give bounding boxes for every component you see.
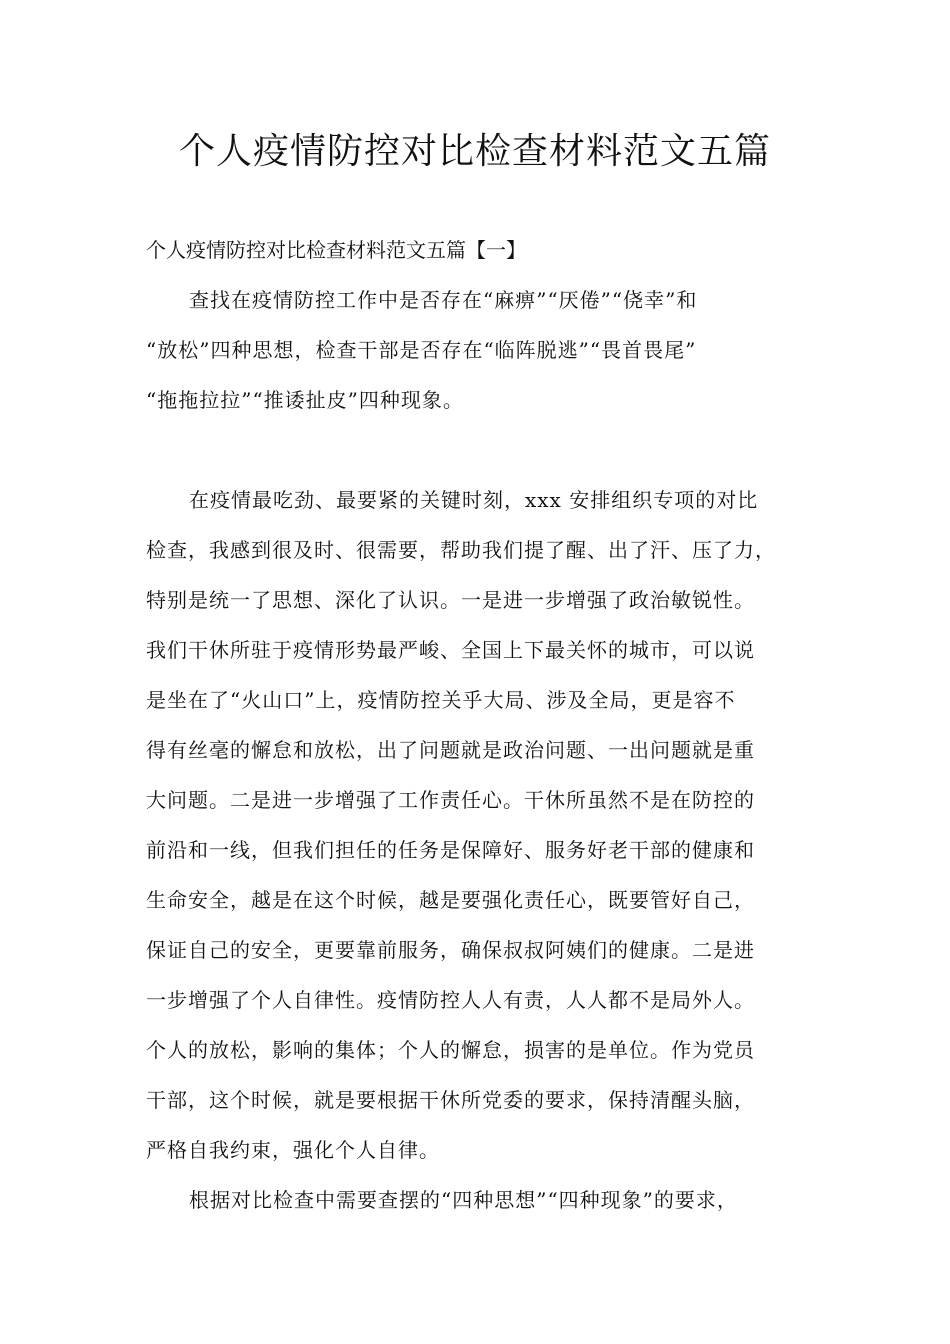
paragraph-3-line: 根据对比检查中需要查摆的“四种思想”“四种现象”的要求， <box>189 1188 738 1212</box>
paragraph-1-line: “放松”四种思想，检查干部是否存在“临阵脱逃”“畏首畏尾” <box>146 338 697 362</box>
paragraph-2-line: 一步增强了个人自律性。疫情防控人人有责，人人都不是局外人。 <box>146 988 755 1012</box>
paragraph-2-line: 生命安全，越是在这个时候，越是要强化责任心，既要管好自己， <box>146 888 755 912</box>
paragraph-2-line: 前沿和一线，但我们担任的任务是保障好、服务好老干部的健康和 <box>146 838 755 862</box>
paragraph-1-line: 查找在疫情防控工作中是否存在“麻痹”“厌倦”“侥幸”和 <box>189 288 698 312</box>
paragraph-2-line: 我们干休所驻于疫情形势最严峻、全国上下最关怀的城市，可以说 <box>146 638 755 662</box>
paragraph-2-line: 严格自我约束，强化个人自律。 <box>146 1138 440 1162</box>
paragraph-2-line: 保证自己的安全，更要靠前服务，确保叔叔阿姨们的健康。二是进 <box>146 938 755 962</box>
paragraph-2-line: 得有丝毫的懈怠和放松，出了问题就是政治问题、一出问题就是重 <box>146 738 755 762</box>
document-title: 个人疫情防控对比检查材料范文五篇 <box>178 131 771 172</box>
section-heading: 个人疫情防控对比检查材料范文五篇【一】 <box>146 238 526 262</box>
paragraph-2-line: 检查，我感到很及时、很需要，帮助我们提了醒、出了汗、压了力， <box>146 538 776 562</box>
paragraph-2-line: 个人的放松，影响的集体；个人的懈怠，损害的是单位。作为党员 <box>146 1038 755 1062</box>
paragraph-2-line: 在疫情最吃劲、最要紧的关键时刻，xxx 安排组织专项的对比 <box>189 488 759 512</box>
paragraph-1-line: “拖拖拉拉”“推诿扯皮”四种现象。 <box>146 388 464 412</box>
paragraph-2-line: 大问题。二是进一步增强了工作责任心。干休所虽然不是在防控的 <box>146 788 755 812</box>
paragraph-2-line: 特别是统一了思想、深化了认识。一是进一步增强了政治敏锐性。 <box>146 588 755 612</box>
paragraph-2-line: 是坐在了“火山口”上，疫情防控关乎大局、涉及全局，更是容不 <box>146 688 736 712</box>
paragraph-2-line: 干部，这个时候，就是要根据干休所党委的要求，保持清醒头脑， <box>146 1088 755 1112</box>
